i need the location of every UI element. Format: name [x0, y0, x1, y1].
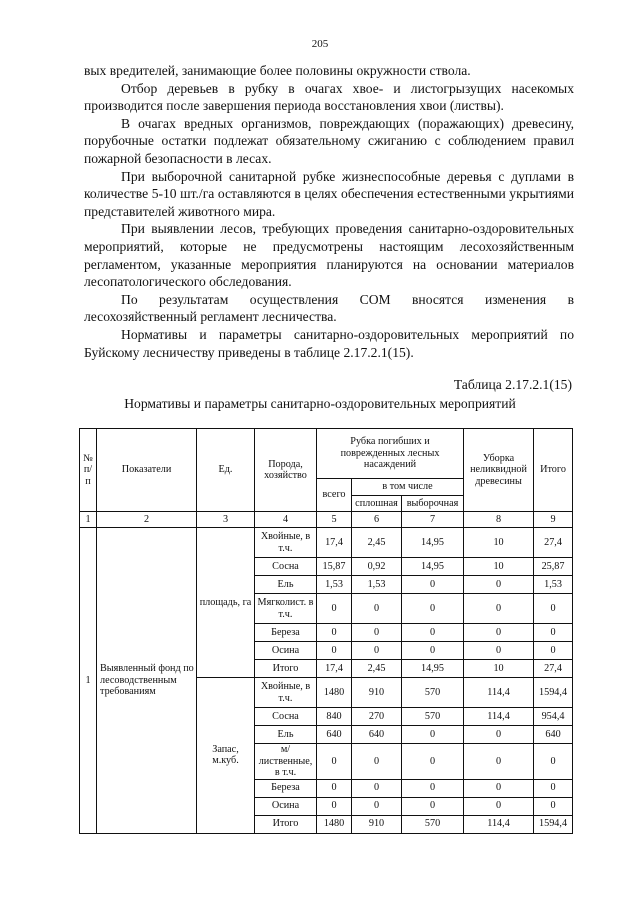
value-cell: 1480 — [317, 678, 352, 708]
value-cell: 0 — [464, 624, 534, 642]
value-cell: 954,4 — [534, 708, 573, 726]
header-selective: выборочная — [402, 496, 464, 512]
norms-table — [79, 428, 573, 834]
value-cell: 17,4 — [317, 528, 352, 558]
table-row — [80, 528, 573, 558]
value-cell: 570 — [402, 708, 464, 726]
value-cell: 0 — [534, 779, 573, 797]
value-cell: 0 — [352, 642, 402, 660]
value-cell: 0 — [402, 779, 464, 797]
value-cell: 270 — [352, 708, 402, 726]
value-cell: 0 — [317, 797, 352, 815]
page-number: 205 — [311, 38, 329, 50]
group-label: Выявленный фонд по лесоводственным требованиям — [97, 528, 197, 834]
species-cell: Мягколист. в т.ч. — [255, 594, 317, 624]
value-cell: 10 — [464, 660, 534, 678]
value-cell: 1,53 — [317, 576, 352, 594]
value-cell: 0 — [534, 642, 573, 660]
value-cell: 0 — [464, 779, 534, 797]
header-unit: Ед. — [197, 429, 255, 512]
column-number: 3 — [197, 512, 255, 528]
column-number: 7 — [402, 512, 464, 528]
value-cell: 910 — [352, 678, 402, 708]
value-cell: 0 — [464, 594, 534, 624]
value-cell: 0 — [317, 594, 352, 624]
value-cell: 0 — [317, 744, 352, 780]
species-cell: Итого — [255, 815, 317, 833]
species-cell: Ель — [255, 576, 317, 594]
value-cell: 114,4 — [464, 815, 534, 833]
value-cell: 0 — [534, 744, 573, 780]
value-cell: 0 — [402, 797, 464, 815]
value-cell: 114,4 — [464, 708, 534, 726]
value-cell: 640 — [317, 726, 352, 744]
body-text — [84, 62, 574, 361]
paragraph: вых вредителей, занимающие более половины окружности ствола. — [84, 63, 471, 78]
value-cell: 0 — [352, 594, 402, 624]
value-cell: 1594,4 — [534, 678, 573, 708]
value-cell: 910 — [352, 815, 402, 833]
header-num: № п/п — [80, 429, 97, 512]
value-cell: 25,87 — [534, 558, 573, 576]
paragraph: При выявлении лесов, требующих проведения санитарно-оздоровительных мероприятий, которые не предусмотрены настоящим лесохозяйственным регламентом, указанные мероприятия планируются на основании материалов лесопатологического обследования. — [84, 221, 574, 290]
value-cell: 0 — [352, 779, 402, 797]
paragraph: При выборочной санитарной рубке жизнеспособные деревья с дуплами в количестве 5-10 шт./га оставляются в целях обеспечения естественными укрытиями представителей животного мира. — [84, 168, 574, 219]
value-cell: 15,87 — [317, 558, 352, 576]
header-total: Итого — [534, 429, 573, 512]
value-cell: 0 — [464, 797, 534, 815]
header-felling: Рубка погибших и поврежденных лесных насаждений — [317, 429, 464, 479]
group-number: 1 — [80, 528, 97, 834]
species-cell: Осина — [255, 642, 317, 660]
header-cleanup: Уборка неликвидной древесины — [464, 429, 534, 512]
header-clear: сплошная — [352, 496, 402, 512]
species-cell: Хвойные, в т.ч. — [255, 678, 317, 708]
paragraph: Нормативы и параметры санитарно-оздоровительных мероприятий по Буйскому лесничеству приведены в таблице 2.17.2.1(15). — [84, 326, 574, 360]
species-cell: Осина — [255, 797, 317, 815]
column-number: 4 — [255, 512, 317, 528]
value-cell: 0 — [402, 642, 464, 660]
value-cell: 0 — [402, 726, 464, 744]
value-cell: 0 — [317, 642, 352, 660]
column-number: 8 — [464, 512, 534, 528]
value-cell: 14,95 — [402, 528, 464, 558]
value-cell: 0 — [534, 797, 573, 815]
value-cell: 1,53 — [534, 576, 573, 594]
header-incl: в том числе — [352, 479, 464, 496]
value-cell: 0 — [464, 576, 534, 594]
value-cell: 840 — [317, 708, 352, 726]
value-cell: 0 — [402, 594, 464, 624]
species-cell: Береза — [255, 624, 317, 642]
value-cell: 10 — [464, 528, 534, 558]
column-number: 9 — [534, 512, 573, 528]
value-cell: 0 — [464, 642, 534, 660]
paragraph: В очагах вредных организмов, повреждающих (поражающих) древесину, порубочные остатки подлежат обязательному сжиганию с соблюдением правил пожарной безопасности в лесах. — [84, 115, 574, 166]
header-species: Порода, хозяйство — [255, 429, 317, 512]
value-cell: 0 — [464, 744, 534, 780]
header-felling-total: всего — [317, 479, 352, 512]
paragraph: Отбор деревьев в рубку в очагах хвое- и листогрызущих насекомых производится после завершения периода восстановления хвои (листвы). — [84, 80, 574, 114]
value-cell: 0 — [534, 594, 573, 624]
value-cell: 114,4 — [464, 678, 534, 708]
value-cell: 0 — [402, 624, 464, 642]
column-number: 2 — [97, 512, 197, 528]
column-number: 6 — [352, 512, 402, 528]
value-cell: 0 — [402, 744, 464, 780]
value-cell: 2,45 — [352, 528, 402, 558]
value-cell: 0 — [317, 779, 352, 797]
value-cell: 0 — [534, 624, 573, 642]
paragraph: По результатам осуществления СОМ вносятся изменения в лесохозяйственный регламент лесничества. — [84, 291, 574, 325]
value-cell: 570 — [402, 678, 464, 708]
column-number: 5 — [317, 512, 352, 528]
value-cell: 0 — [402, 576, 464, 594]
species-cell: Сосна — [255, 558, 317, 576]
value-cell: 640 — [534, 726, 573, 744]
value-cell: 27,4 — [534, 528, 573, 558]
species-cell: Итого — [255, 660, 317, 678]
value-cell: 17,4 — [317, 660, 352, 678]
value-cell: 640 — [352, 726, 402, 744]
value-cell: 570 — [402, 815, 464, 833]
value-cell: 1,53 — [352, 576, 402, 594]
unit-cell: Запас, м.куб. — [197, 678, 255, 834]
value-cell: 0,92 — [352, 558, 402, 576]
unit-cell: площадь, га — [197, 528, 255, 678]
column-number: 1 — [80, 512, 97, 528]
value-cell: 14,95 — [402, 558, 464, 576]
value-cell: 0 — [464, 726, 534, 744]
value-cell: 0 — [352, 797, 402, 815]
value-cell: 0 — [352, 624, 402, 642]
value-cell: 1594,4 — [534, 815, 573, 833]
value-cell: 2,45 — [352, 660, 402, 678]
table-title: Нормативы и параметры санитарно-оздоровительных мероприятий — [124, 396, 516, 411]
header-indicators: Показатели — [97, 429, 197, 512]
species-cell: м/лиственные, в т.ч. — [255, 744, 317, 780]
species-cell: Береза — [255, 779, 317, 797]
value-cell: 10 — [464, 558, 534, 576]
species-cell: Сосна — [255, 708, 317, 726]
species-cell: Хвойные, в т.ч. — [255, 528, 317, 558]
table-number: Таблица 2.17.2.1(15) — [453, 377, 572, 392]
species-cell: Ель — [255, 726, 317, 744]
value-cell: 0 — [317, 624, 352, 642]
value-cell: 27,4 — [534, 660, 573, 678]
value-cell: 1480 — [317, 815, 352, 833]
value-cell: 0 — [352, 744, 402, 780]
value-cell: 14,95 — [402, 660, 464, 678]
